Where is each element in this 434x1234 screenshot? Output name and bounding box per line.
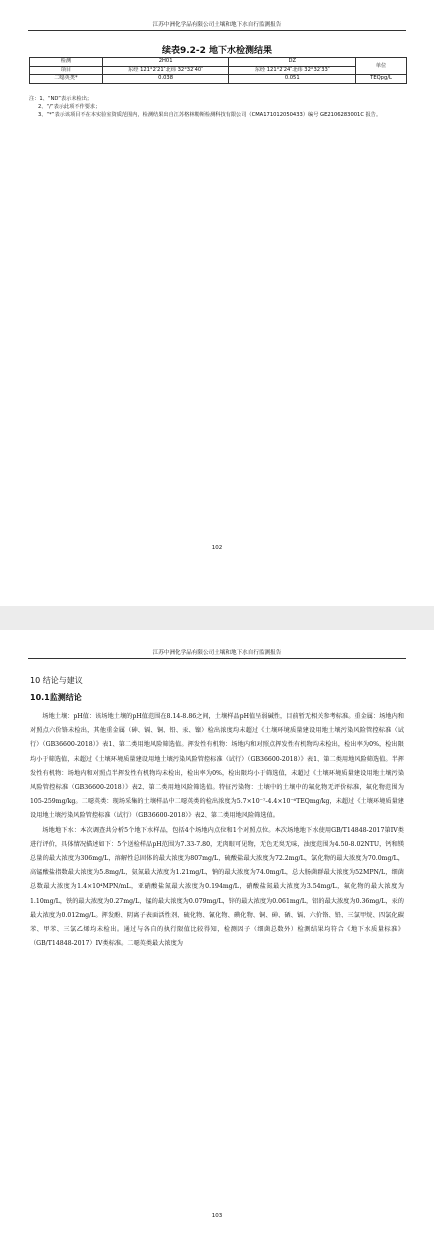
table-title: 续表9.2-2 地下水检测结果	[161, 46, 273, 56]
unit-header-cell: 单位	[356, 58, 407, 75]
page-number: 102	[211, 545, 223, 551]
note-line: 2、“/”表示此项不作要求；	[38, 104, 101, 110]
note-line: 3、“*”表示该项目不在本实验室资质范围内，检测结果出自江苏格林勒斯检测科技有限公司（CMA171012050433）编号 GE2106283001C 报告。	[38, 112, 382, 118]
unit-cell: TEQpg/L	[356, 75, 407, 84]
value-cell: 0.038	[102, 75, 229, 84]
conclusion-body	[30, 710, 404, 951]
page-102	[0, 0, 434, 606]
table-notes	[29, 95, 407, 119]
running-header: 江苏中洲化学品有限公司土壤和地下水自行监测报告	[28, 22, 406, 31]
table-row	[30, 58, 407, 67]
groundwater-results-table	[29, 57, 407, 84]
note-line: 注：1、“ND”表示未检出；	[29, 96, 93, 102]
table-row	[30, 75, 407, 84]
page-number: 103	[211, 1213, 223, 1219]
page-103	[0, 630, 434, 1234]
paragraph-groundwater: 场地地下水：本次调查共分析5个地下水样品，包括4个场地内点位和1个对照点位。本次场地地下水使用GB/T14848-2017第IV类进行评价，具体情况描述如下：5个送检样品pH范围为7.33-7.80，无肉眼可见物，无色无臭无味，浊度范围为4.50-8.02NTU，钙和镁总量的最大浓度为306mg/L，溶解性总固体的最大浓度为807mg/L，硫酸盐最大浓度为72.2mg/L，氯化物的最大浓度为70.0mg/L，高锰酸盐指数最大浓度为5.8mg/L，氨氮最大浓度为1.21mg/L，钠的最大浓度为74.0mg/L，总大肠菌群最大浓度为52MPN/L，细菌总数最大浓度为1.4×10⁴MPN/mL，亚硝酸盐氮最大浓度为0.194mg/L，硝酸盐氮最大浓度为3.54mg/L，氟化物的最大浓度为1.10mg/L，铁的最大浓度为0.27mg/L，锰的最大浓度为0.079mg/L，锌的最大浓度为0.061mg/L，铝的最大浓度为0.36mg/L，汞的最大浓度为0.012mg/L。挥发酚、阴离子表面活性剂、硫化物、氰化物、碘化物、铜、砷、硒、镉、六价铬、铅、三氯甲烷、四氯化碳苯、甲苯、三氯乙烯均未检出。通过与各自的执行限值比较得知，检测因子（细菌总数外）检测结果均符合《地下水质量标准》（GB/T14848-2017）IV类标准。二噁英类最大浓度为	[30, 826, 404, 948]
value-cell: 0.051	[229, 75, 356, 84]
paragraph-soil: 场地土壤：pH值：该场地土壤的pH值范围在8.14-8.86之间，土壤样品pH值呈弱碱性，目前暂无相关参考标准。重金属：场地内和对照点六价铬未检出，其他重金属（砷、镉、铜、铅、汞、镍）检出浓度均未超过《土壤环境质量建设用地土壤污染风险管控标准（试行）（GB36600-2018）》表1、第二类用地风险筛选值。挥发性有机物：场地内和对照点挥发性有机物均未检出，检出率为0%，检出限均小于筛选值，未超过《土壤环境质量建设用地土壤污染风险管控标准（试行）（GB36600-2018）》表1、第二类用地风险筛选值。半挥发性有机物：场地内和对照点半挥发性有机物均未检出，检出率为0%，检出限均小于筛选值，未超过《土壤环境质量建设用地土壤污染风险管控标准（GB36600-2018）》表2、第二类用地风险筛选值。特征污染物：土壤中的土壤中的氟化物无评价标准，氟化物范围为105-259mg/kg。二噁英类：现场采集的土壤样品中二噁英类的检出浓度为5.7×10⁻⁷-4.4×10⁻⁶TEQmg/kg，未超过《土壤环境质量建设用地土壤污染风险管控标准（试行）（GB36600-2018）》表2、第二类用地风险筛选值。	[30, 713, 404, 820]
item-header-cell: 项目	[30, 66, 103, 75]
item-header-cell: 检测	[30, 58, 103, 67]
well-coords-cell: 东经 121°2′21″北纬 32°32′40″	[102, 66, 229, 75]
running-header: 江苏中洲化学品有限公司土壤和地下水自行监测报告	[28, 650, 406, 659]
well-id-cell: DZ	[229, 58, 356, 67]
well-id-cell: 2H01	[102, 58, 229, 67]
section-heading: 10 结论与建议	[30, 676, 83, 685]
subsection-heading: 10.1监测结论	[30, 693, 82, 702]
table-row	[30, 66, 407, 75]
well-coords-cell: 东经 121°2′24″北纬 32°32′33″	[229, 66, 356, 75]
item-cell: 二噁英类*	[30, 75, 103, 84]
